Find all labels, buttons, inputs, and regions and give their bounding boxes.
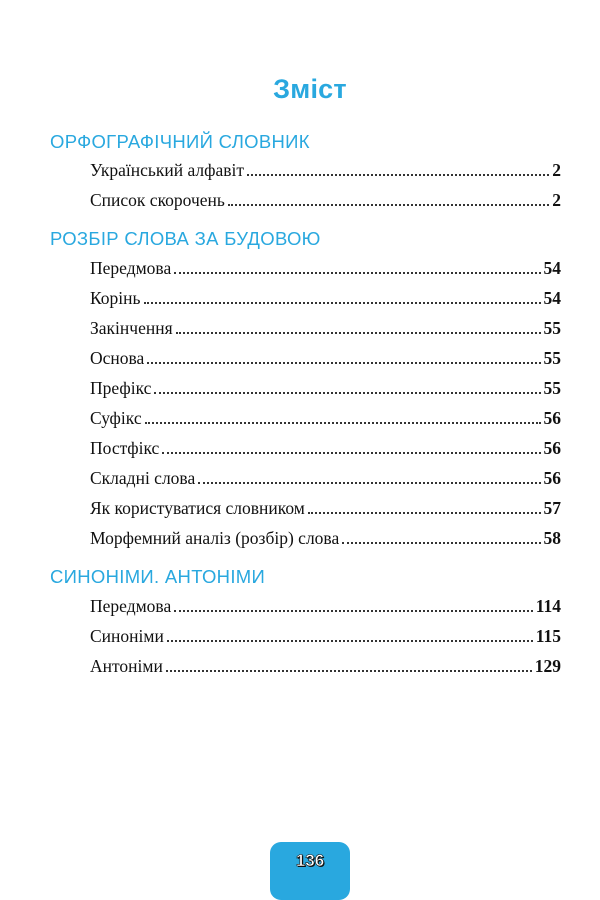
dot-leader <box>342 542 540 544</box>
dot-leader <box>174 610 532 612</box>
toc-entry <box>90 465 561 489</box>
dot-leader <box>176 332 541 334</box>
toc-entry-label: Постфікс <box>90 438 160 458</box>
toc-entry-page: 115 <box>535 626 561 646</box>
toc-entry-label: Закінчення <box>90 318 173 338</box>
dot-leader <box>144 302 541 304</box>
section-heading: СИНОНІМИ. АНТОНІМИ <box>50 566 266 587</box>
dot-leader <box>198 482 540 484</box>
toc-entry-page: 114 <box>535 596 561 616</box>
toc-entry-page: 55 <box>543 318 561 338</box>
toc-entry <box>90 623 561 647</box>
toc-entry-label: Як користуватися словником <box>90 498 305 518</box>
toc-entry-page: 56 <box>543 438 561 458</box>
dot-leader <box>247 174 549 176</box>
toc-entry <box>90 653 561 677</box>
toc-entry <box>90 315 561 339</box>
dot-leader <box>228 204 549 206</box>
toc-entry <box>90 405 561 429</box>
toc-entry <box>90 345 561 369</box>
toc-entry-page: 55 <box>543 348 561 368</box>
toc-entry-page: 58 <box>543 528 561 548</box>
toc-entry <box>90 255 561 279</box>
toc-entry-label: Синоніми <box>90 626 164 646</box>
toc-entry <box>90 435 561 459</box>
toc-entry-page: 2 <box>552 160 561 180</box>
toc-entry <box>90 157 561 181</box>
toc-entry <box>90 593 561 617</box>
toc-entry-label: Передмова <box>90 596 172 616</box>
dot-leader <box>174 272 540 274</box>
toc-entry-label: Передмова <box>90 258 172 278</box>
section-heading: РОЗБІР СЛОВА ЗА БУДОВОЮ <box>50 228 321 249</box>
toc-entry <box>90 525 561 549</box>
toc-entry-page: 2 <box>552 190 561 210</box>
toc-entry-page: 54 <box>543 288 561 308</box>
toc-entry-label: Суфікс <box>90 408 142 428</box>
dot-leader <box>166 670 532 672</box>
dot-leader <box>145 422 541 424</box>
toc-entry <box>90 375 561 399</box>
section-heading: ОРФОГРАФІЧНИЙ СЛОВНИК <box>50 131 310 152</box>
dot-leader <box>167 640 533 642</box>
toc-entry-page: 129 <box>534 656 561 676</box>
toc-entry-label: Список скорочень <box>90 190 225 210</box>
toc-entry-label: Складні слова <box>90 468 196 488</box>
dot-leader <box>154 392 540 394</box>
dot-leader <box>308 512 541 514</box>
toc-entry-label: Антоніми <box>90 656 163 676</box>
toc-entry-label: Префікс <box>90 378 152 398</box>
page-number-badge: 136 <box>270 842 350 900</box>
toc-entry <box>90 495 561 519</box>
dot-leader <box>162 452 540 454</box>
toc-entry-page: 54 <box>543 258 561 278</box>
dot-leader <box>147 362 540 364</box>
toc-entry-page: 56 <box>543 468 561 488</box>
toc-entry-page: 55 <box>543 378 561 398</box>
toc-entry-label: Корінь <box>90 288 141 308</box>
toc-entry-label: Основа <box>90 348 145 368</box>
toc-entry-label: Морфемний аналіз (розбір) слова <box>90 528 340 548</box>
page-title: Зміст <box>273 74 347 104</box>
toc-entry-label: Український алфавіт <box>90 160 244 180</box>
toc-entry <box>90 285 561 309</box>
toc-entry <box>90 187 561 211</box>
toc-entry-page: 57 <box>543 498 561 518</box>
toc-entry-page: 56 <box>543 408 561 428</box>
